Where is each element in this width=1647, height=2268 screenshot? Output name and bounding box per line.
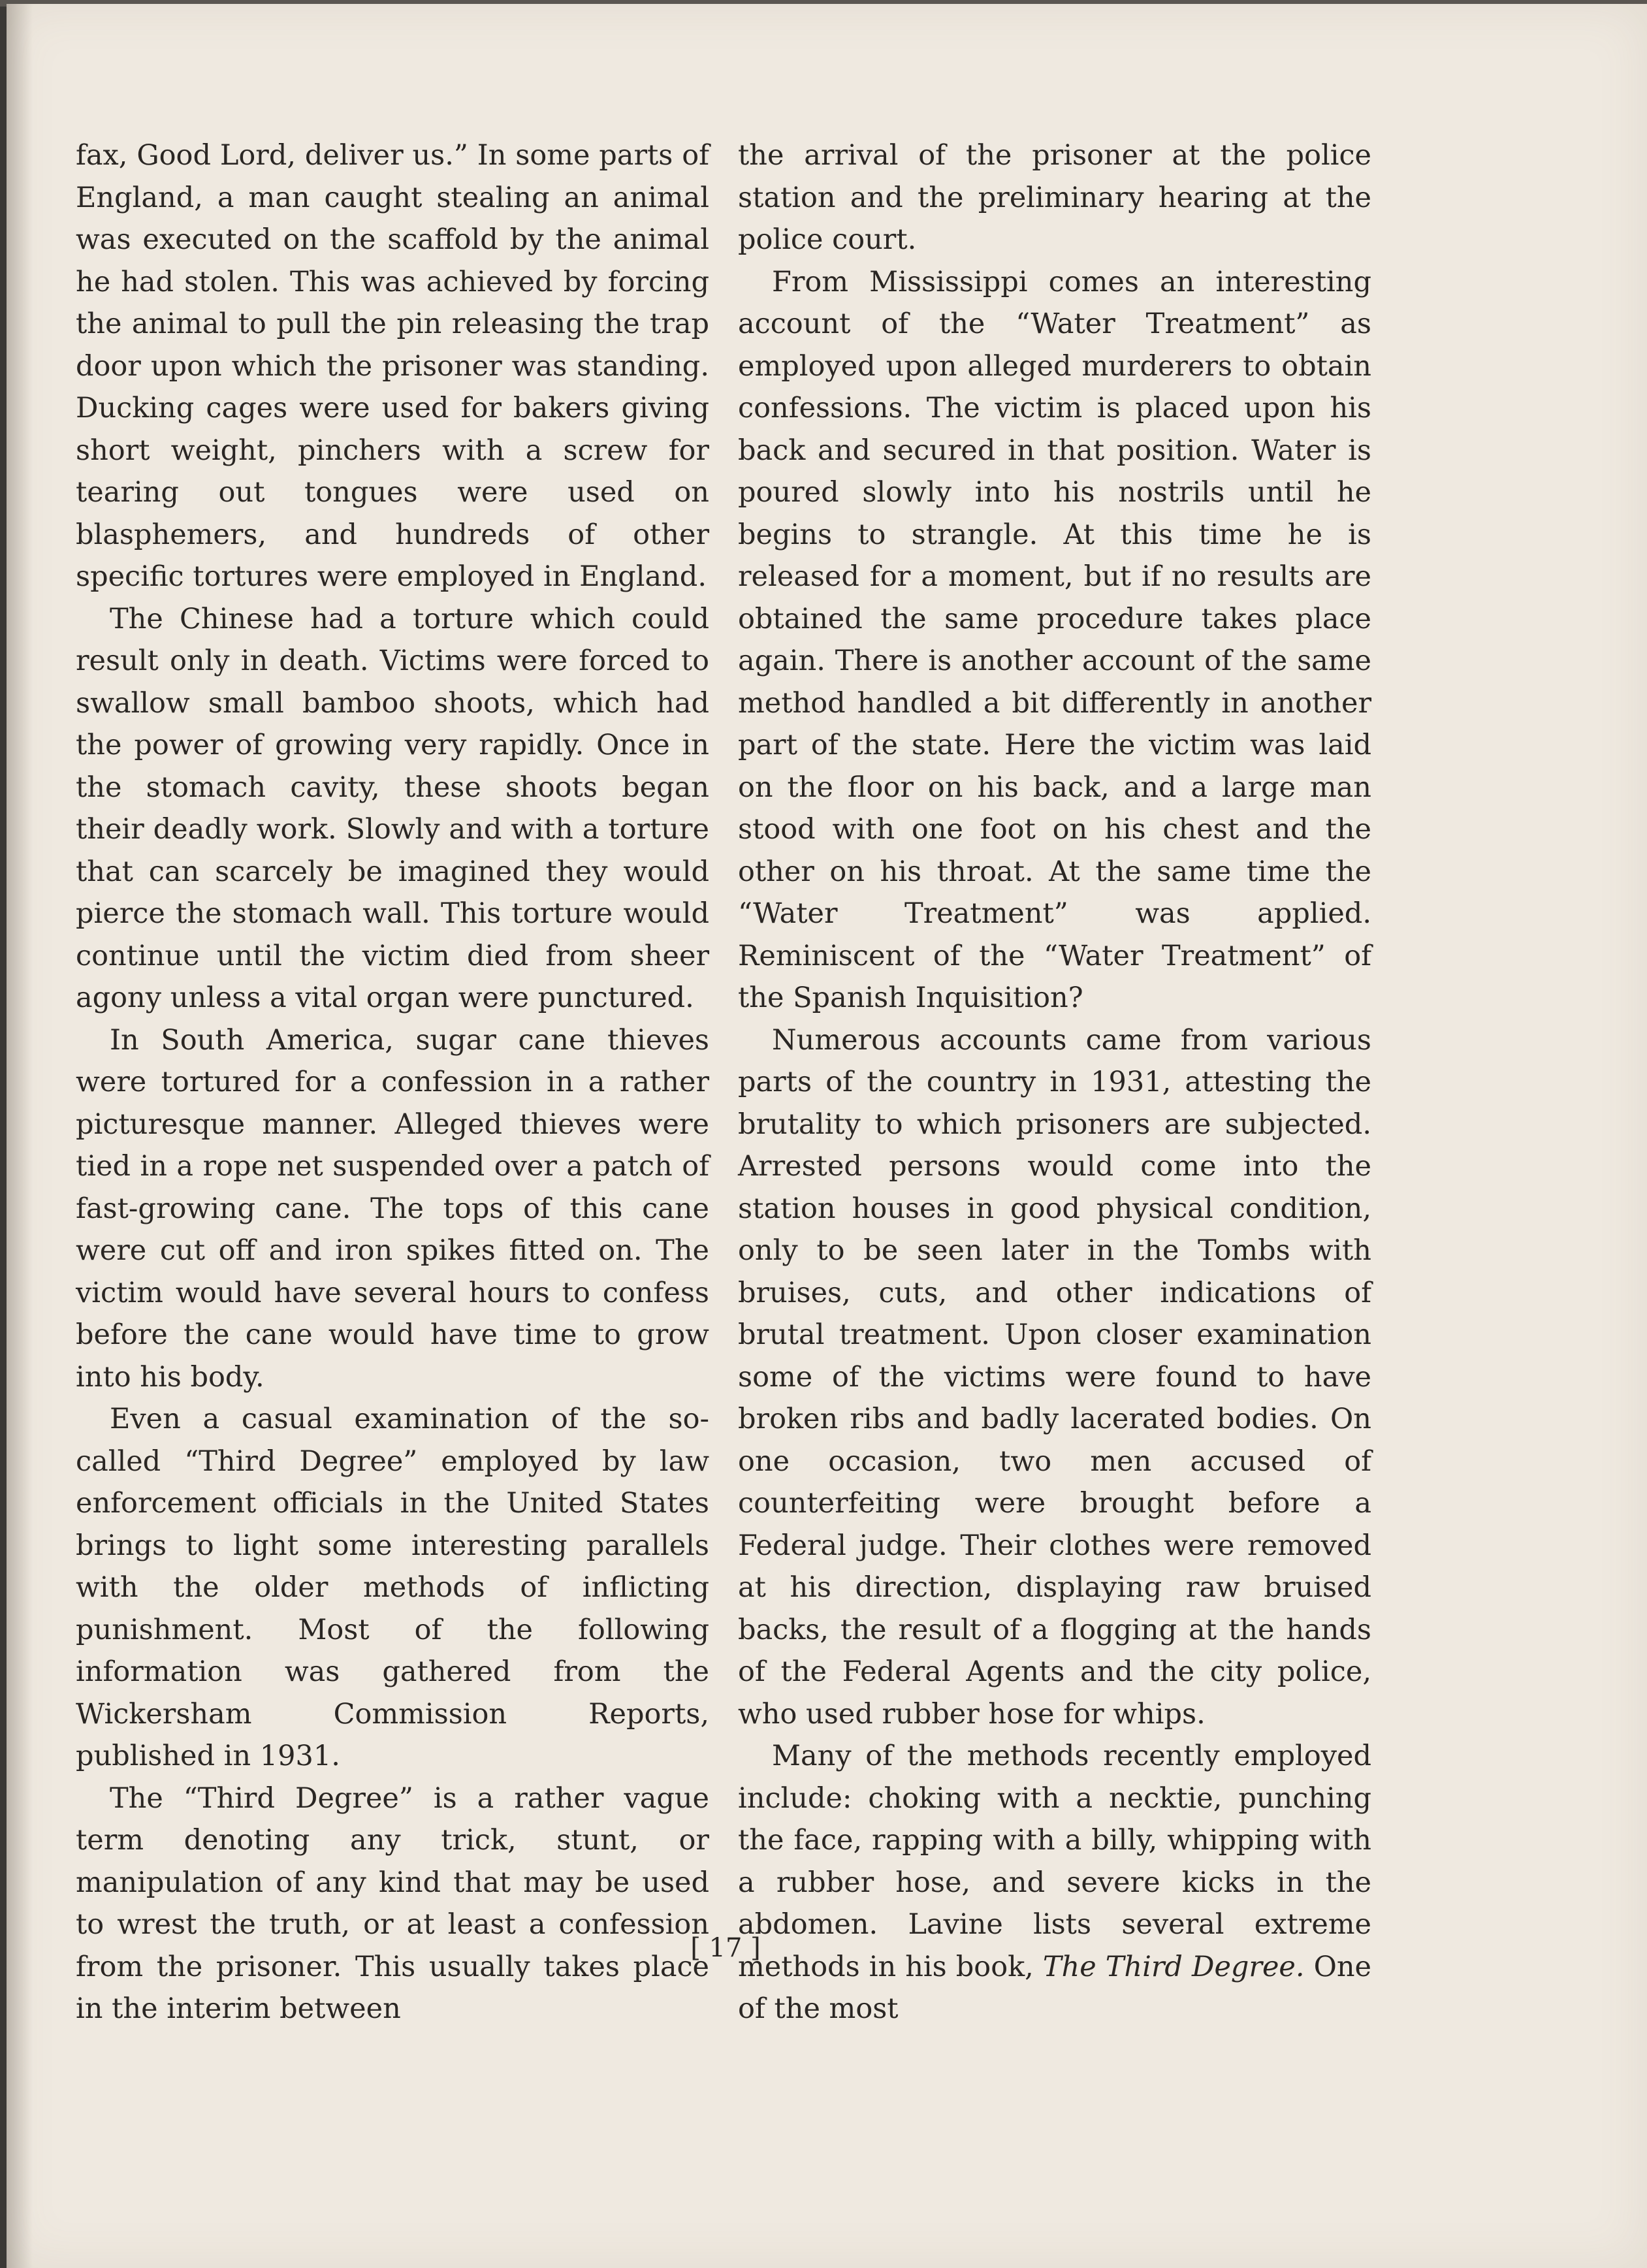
book-page xyxy=(7,4,1647,2268)
paragraph-text: One of the most xyxy=(738,1950,1372,2025)
page-number: [ 17 ] xyxy=(690,1933,761,1963)
page-gutter-shadow xyxy=(7,4,33,2268)
paragraph: Even a casual examination of the so-called “Third Degree” employed by law enforcement officials in the United States brings to light some interesting parallels with the older methods of inflicting punishment. Most of the following information was gathered from the Wickersham Commission Reports, published in 1931. xyxy=(76,1403,709,1772)
paragraph xyxy=(738,1735,1371,2030)
paragraph: The Chinese had a torture which could result only in death. Victims were forced to swallow small bamboo shoots, which had the power of growing very rapidly. Once in the stomach cavity, these shoots began their deadly work. Slowly and with a torture that can scarcely be imagined they would pierce the stomach wall. This torture would continue until the victim died from sheer agony unless a vital organ were punctured. xyxy=(76,602,709,1014)
paragraph: Numerous accounts came from various parts of the country in 1931, attesting the brutality to which prisoners are subjected. Arrested persons would come into the station houses in good physical condition, only to be seen later in the Tombs with bruises, cuts, and other indications of brutal treatment. Upon closer examination some of the victims were found to have broken ribs and badly lacerated bodies. On one occasion, two men accused of counterfeiting were brought before a Federal judge. Their clothes were removed at his direction, displaying raw bruised backs, the result of a flogging at the hands of the Federal Agents and the city police, who used rubber hose for whips. xyxy=(738,1023,1371,1731)
paragraph: From Mississippi comes an interesting account of the “Water Treatment” as employed upon alleged murderers to obtain confessions. The victim is placed upon his back and secured in that position. Water is poured slowly into his nostrils until he begins to strangle. At this time he is released for a moment, but if no results are obtained the same procedure takes place again. There is another account of the same method handled a bit differently in another part of the state. Here the victim was laid on the floor on his back, and a large man stood with one foot on his chest and the other on his throat. At the same time the “Water Treatment” was applied. Reminiscent of the “Water Treatment” of the Spanish Inquisition? xyxy=(738,265,1371,1014)
left-column xyxy=(76,135,709,2030)
right-column xyxy=(738,135,1371,2030)
paragraph-text: Many of the methods recently employed include: choking with a necktie, punching the face, rapping with a billy, whipping with a rubber hose, and severe kicks in the abdomen. Lavine lists several extreme methods in his book, xyxy=(738,1740,1371,1983)
paragraph: fax, Good Lord, deliver us.” In some parts of England, a man caught stealing an animal was executed on the scaffold by the animal he had stolen. This was achieved by forcing the animal to pull the pin releasing the trap door upon which the prisoner was standing. Ducking cages were used for bakers giving short weight, pinchers with a screw for tearing out tongues were used on blasphemers, and hundreds of other specific tortures were employed in England. xyxy=(76,139,709,593)
paragraph: the arrival of the prisoner at the police station and the preliminary hearing at the police court. xyxy=(738,139,1371,256)
paragraph: In South America, sugar cane thieves were tortured for a confession in a rather picturesque manner. Alleged thieves were tied in a rope net suspended over a patch of fast-growing cane. The tops of this cane were cut off and iron spikes fitted on. The victim would have several hours to confess before the cane would have time to grow into his body. xyxy=(76,1023,709,1394)
paragraph: The “Third Degree” is a rather vague term denoting any trick, stunt, or manipulation of any kind that may be used to wrest the truth, or at least a confession from the prisoner. This usually takes place in the interim between xyxy=(76,1781,709,2025)
book-title: The Third Degree. xyxy=(1042,1950,1305,1983)
